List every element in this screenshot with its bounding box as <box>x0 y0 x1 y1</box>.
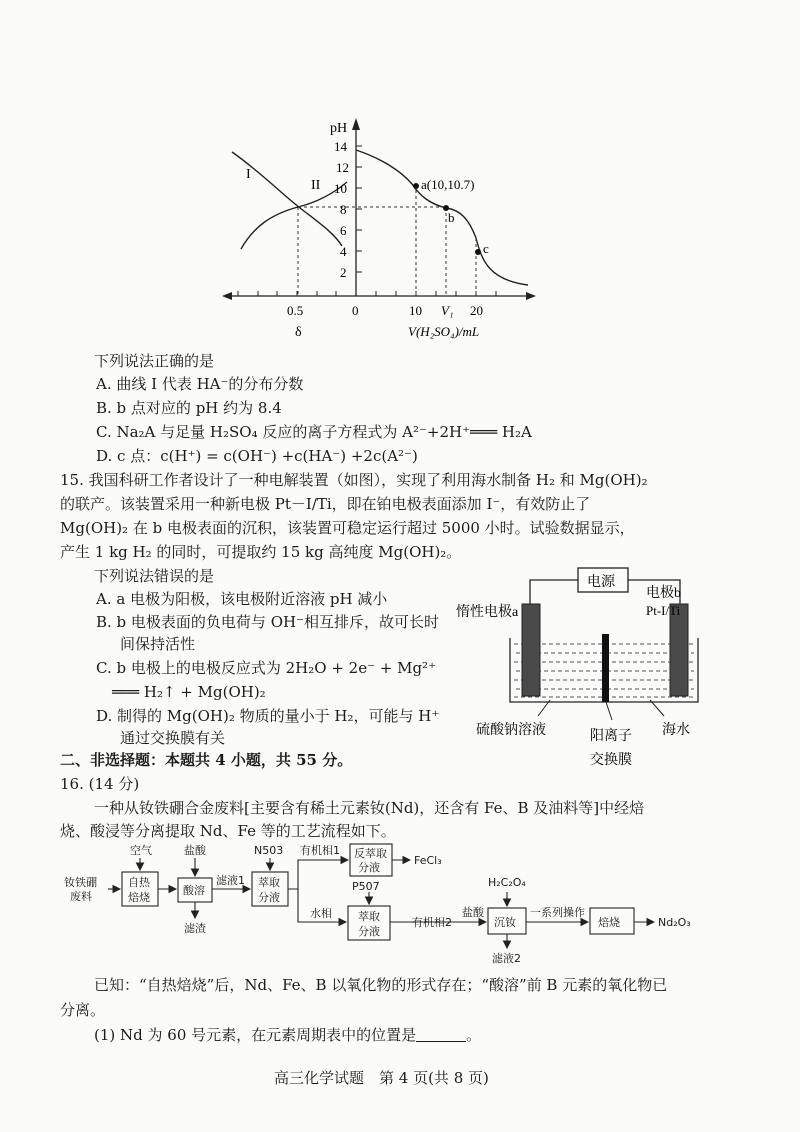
residue-label: 滤渣 <box>184 922 206 935</box>
q15-line-2: 的联产。该装置采用一种新电极 Pt－I/Ti，即在铂电极表面添加 I⁻，有效防止了 <box>60 495 591 513</box>
org1-label: 有机相1 <box>300 844 340 857</box>
box5-text-1: 萃取 <box>358 910 380 923</box>
q15-line-3: Mg(OH)₂ 在 b 电极表面的沉积，该装置可稳定运行超过 5000 小时。试验数据显示， <box>60 519 635 537</box>
point-a-dot <box>413 183 419 189</box>
box3-text-2: 分液 <box>258 891 280 904</box>
na2so4-label: 硫酸钠溶液 <box>476 723 546 738</box>
q16-subquestion-1 <box>94 1025 481 1045</box>
feed-label-2: 废料 <box>70 890 92 903</box>
q16-subquestion-1-end: 。 <box>466 1026 482 1044</box>
p507-label: P507 <box>352 880 380 893</box>
q14-option-d: D. c 点：c(H⁺) = c(OH⁻) +c(HA⁻) +2c(A²⁻) <box>96 447 418 465</box>
x-axis-arrow-right <box>526 292 536 300</box>
curve-II-label: II <box>311 178 321 193</box>
q16-paragraph-2: 烧、酸浸等分离提取 Nd、Fe 等的工艺流程如下。 <box>60 822 396 840</box>
filtrate2-label: 滤液2 <box>492 952 521 965</box>
titration-curve <box>356 150 528 285</box>
hcl-label: 盐酸 <box>184 844 206 857</box>
membrane-label-1: 阳离子 <box>590 729 632 744</box>
q14-stem: 下列说法正确的是 <box>94 352 215 370</box>
y-ticks <box>356 146 362 272</box>
y-axis-label: pH <box>330 121 348 136</box>
box1-text-1: 自热 <box>128 876 150 889</box>
box1-text-2: 焙烧 <box>128 891 150 904</box>
h2c2o4-label: H₂C₂O₄ <box>488 876 526 889</box>
nd2o3-label: Nd₂O₃ <box>658 916 691 929</box>
power-label: 电源 <box>587 575 615 590</box>
electrode-b-label-1: 电极b <box>646 586 681 601</box>
series-ops-label: 一系列操作 <box>530 906 585 919</box>
fecl3-label: FeCl₃ <box>414 854 442 867</box>
org2-label: 有机相2 <box>412 916 452 929</box>
point-c-dot <box>475 249 481 255</box>
x-tick-20: 20 <box>470 303 483 318</box>
curve-I-label: I <box>246 167 251 182</box>
x-tick-0.5: 0.5 <box>287 303 304 318</box>
x-tick-v1: V₁ <box>441 303 454 318</box>
box7-text: 焙烧 <box>598 916 620 929</box>
q15-line-1: 15. 我国科研工作者设计了一种电解装置（如图），实现了利用海水制备 H₂ 和 Mg(OH)₂ <box>60 471 648 489</box>
q15-option-c-2: ═══ H₂↑ + Mg(OH)₂ <box>112 683 266 701</box>
q15-option-c-1: C. b 电极上的电极反应式为 2H₂O + 2e⁻ + Mg²⁺ <box>96 659 436 677</box>
q15-option-b-2: 间保持活性 <box>120 635 196 653</box>
feed-label-1: 钕铁硼 <box>64 876 97 889</box>
titration-chart <box>0 0 800 345</box>
answer-blank[interactable] <box>416 1027 466 1042</box>
x-ticks <box>238 291 496 296</box>
box3-text-1: 萃取 <box>258 876 280 889</box>
q16-known-1: 已知：“自热焙烧”后，Nd、Fe、B 以氧化物的形式存在；“酸溶”前 B 元素的氧化物已 <box>94 976 668 994</box>
point-a-label: a(10,10.7) <box>421 177 475 192</box>
membrane-label-2: 交换膜 <box>590 753 632 768</box>
q15-option-d-1: D. 制得的 Mg(OH)₂ 物质的量小于 H₂，可能与 H⁺ <box>96 707 440 725</box>
hcl2-label: 盐酸 <box>462 906 484 919</box>
q15-stem: 下列说法错误的是 <box>94 567 215 585</box>
y-tick-2: 2 <box>340 265 347 280</box>
n503-label: N503 <box>254 844 284 857</box>
y-axis-arrow <box>352 118 360 130</box>
box5-text-2: 分液 <box>358 925 380 938</box>
filtrate1-label: 滤液1 <box>216 874 245 887</box>
box4-text-1: 反萃取 <box>354 847 387 860</box>
x-axis-arrow-left <box>222 292 232 300</box>
q14-option-b: B. b 点对应的 pH 约为 8.4 <box>96 399 282 417</box>
x-tick-0: 0 <box>352 303 359 318</box>
box6-text: 沉钕 <box>494 916 516 929</box>
q15-option-a: A. a 电极为阳极，该电极附近溶液 pH 减小 <box>96 590 388 608</box>
electrode-a-label: 惰性电极a <box>456 605 519 620</box>
q14-option-c: C. Na₂A 与足量 H₂SO₄ 反应的离子方程式为 A²⁻+2H⁺═══ H₂A <box>96 423 532 441</box>
q15-option-b-1: B. b 电极表面的负电荷与 OH⁻相互排斥，故可长时 <box>96 613 439 631</box>
aq-label: 水相 <box>310 907 332 920</box>
electrode-a <box>522 604 540 696</box>
y-tick-14: 14 <box>334 139 347 154</box>
process-flow-diagram <box>60 840 700 970</box>
q16-paragraph-1: 一种从钕铁硼合金废料[主要含有稀土元素钕(Nd)，还含有 Fe、B 及油料等]中经焙 <box>94 799 645 817</box>
point-c-label: c <box>483 241 489 256</box>
section-2-heading: 二、非选择题：本题共 4 小题，共 55 分。 <box>60 751 353 769</box>
y-tick-12: 12 <box>336 160 349 175</box>
y-tick-6: 6 <box>340 223 347 238</box>
q15-line-4: 产生 1 kg H₂ 的同时，可提取约 15 kg 高纯度 Mg(OH)₂。 <box>60 543 462 561</box>
x-axis-label: V(H₂SO₄)/mL <box>408 324 480 339</box>
delta-label: δ <box>295 325 302 340</box>
y-tick-4: 4 <box>340 244 347 259</box>
q15-option-d-2: 通过交换膜有关 <box>120 729 226 747</box>
page-footer: 高三化学试题 第 4 页(共 8 页) <box>274 1069 489 1087</box>
q16-heading: 16. (14 分) <box>60 775 140 793</box>
y-tick-8: 8 <box>340 202 347 217</box>
q14-option-a: A. 曲线 I 代表 HA⁻的分布分数 <box>96 375 304 393</box>
electrode-b-label-2: Pt-I/Ti <box>646 603 681 618</box>
electrolysis-cell-diagram <box>450 560 710 775</box>
curve-II <box>241 182 347 249</box>
seawater-label: 海水 <box>662 723 690 738</box>
y-tick-10: 10 <box>334 181 347 196</box>
air-label: 空气 <box>130 844 152 857</box>
box4-text-2: 分液 <box>358 861 380 874</box>
q16-subquestion-1-text: (1) Nd 为 60 号元素，在元素周期表中的位置是 <box>94 1026 417 1044</box>
guide-lines <box>298 184 476 296</box>
q16-known-2: 分离。 <box>60 1001 106 1019</box>
box2-text: 酸溶 <box>183 884 205 897</box>
cation-exchange-membrane <box>602 634 609 702</box>
x-tick-10: 10 <box>409 303 422 318</box>
point-b-label: b <box>448 210 455 225</box>
wire-left <box>530 580 578 606</box>
